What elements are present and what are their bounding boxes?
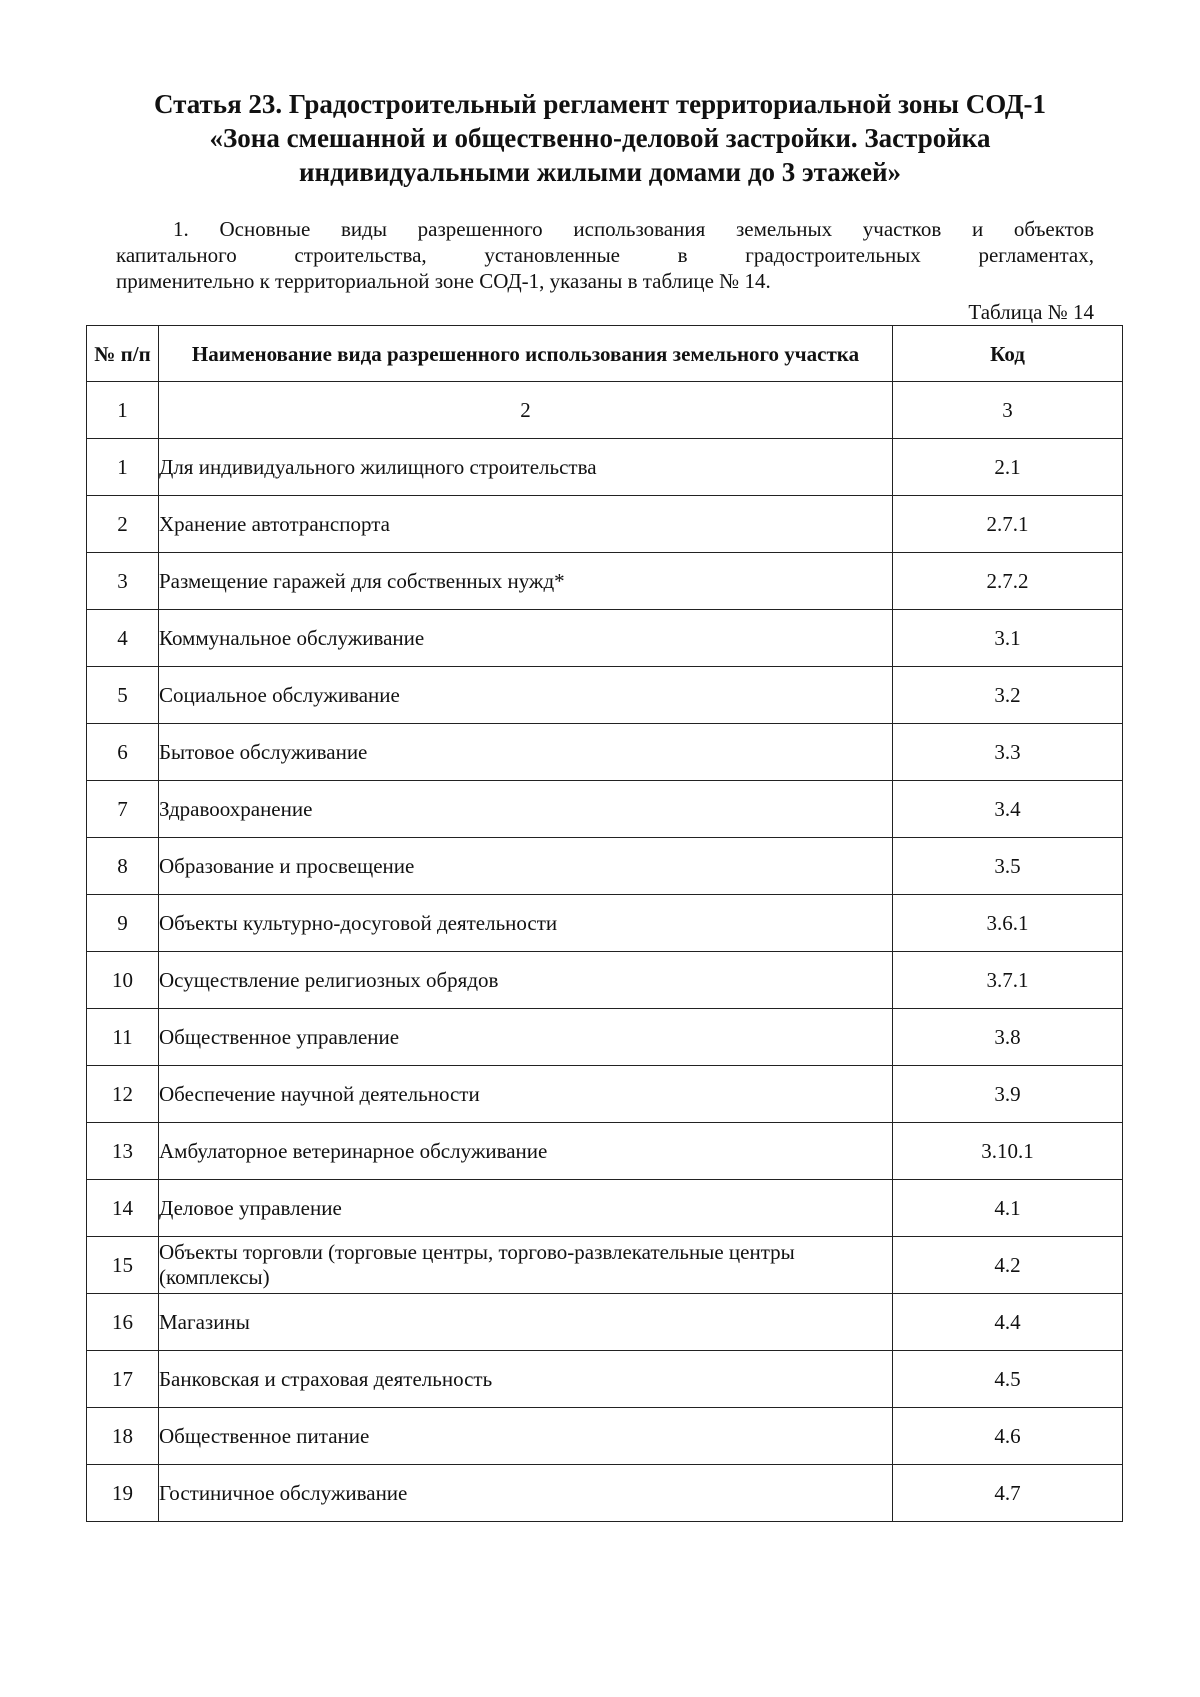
article-title-line: индивидуальными жилыми домами до 3 этажей»: [298, 157, 902, 187]
column-number: 3: [893, 382, 1123, 439]
row-name: Деловое управление: [159, 1180, 893, 1237]
table-row: [87, 1408, 1123, 1465]
intro-paragraph: [116, 216, 1094, 294]
row-number: 10: [87, 952, 159, 1009]
row-name: Магазины: [159, 1294, 893, 1351]
header-code: Код: [893, 326, 1123, 382]
row-name: Общественное управление: [159, 1009, 893, 1066]
table-row: [87, 952, 1123, 1009]
row-code: 4.2: [893, 1237, 1123, 1294]
table-row: [87, 1009, 1123, 1066]
table-row: [87, 1465, 1123, 1522]
row-name: Здравоохранение: [159, 781, 893, 838]
table-header-row: [87, 326, 1123, 382]
table-row: [87, 610, 1123, 667]
row-number: 3: [87, 553, 159, 610]
row-number: 17: [87, 1351, 159, 1408]
column-number: 2: [159, 382, 893, 439]
row-number: 1: [87, 439, 159, 496]
row-name: Общественное питание: [159, 1408, 893, 1465]
row-name: Для индивидуального жилищного строительства: [159, 439, 893, 496]
row-number: 18: [87, 1408, 159, 1465]
table-row: [87, 439, 1123, 496]
header-name: Наименование вида разрешенного использования земельного участка: [159, 326, 893, 382]
row-number: 7: [87, 781, 159, 838]
row-name: Образование и просвещение: [159, 838, 893, 895]
land-use-table: [86, 325, 1123, 1522]
row-code: 3.8: [893, 1009, 1123, 1066]
row-code: 3.1: [893, 610, 1123, 667]
row-name: Социальное обслуживание: [159, 667, 893, 724]
row-code: 3.5: [893, 838, 1123, 895]
table-row: [87, 838, 1123, 895]
row-name: Размещение гаражей для собственных нужд*: [159, 553, 893, 610]
row-number: 6: [87, 724, 159, 781]
row-code: 3.2: [893, 667, 1123, 724]
row-code: 3.7.1: [893, 952, 1123, 1009]
table-row: [87, 1294, 1123, 1351]
row-number: 2: [87, 496, 159, 553]
row-name: Объекты торговли (торговые центры, торгово-развлекательные центры (комплексы): [159, 1237, 893, 1294]
row-code: 2.1: [893, 439, 1123, 496]
row-name: Бытовое обслуживание: [159, 724, 893, 781]
article-title: [100, 87, 1100, 189]
table-row: [87, 667, 1123, 724]
row-name: Осуществление религиозных обрядов: [159, 952, 893, 1009]
row-number: 15: [87, 1237, 159, 1294]
row-number: 16: [87, 1294, 159, 1351]
row-number: 4: [87, 610, 159, 667]
row-code: 2.7.1: [893, 496, 1123, 553]
row-code: 4.1: [893, 1180, 1123, 1237]
row-number: 12: [87, 1066, 159, 1123]
row-code: 4.7: [893, 1465, 1123, 1522]
row-number: 11: [87, 1009, 159, 1066]
row-number: 8: [87, 838, 159, 895]
row-name: Обеспечение научной деятельности: [159, 1066, 893, 1123]
column-number-row: [87, 382, 1123, 439]
column-number: 1: [87, 382, 159, 439]
row-number: 9: [87, 895, 159, 952]
table-row: [87, 781, 1123, 838]
row-code: 4.5: [893, 1351, 1123, 1408]
table-row: [87, 1066, 1123, 1123]
row-code: 3.4: [893, 781, 1123, 838]
row-code: 4.6: [893, 1408, 1123, 1465]
article-title-line: «Зона смешанной и общественно-деловой застройки. Застройка: [209, 123, 991, 153]
table-row: [87, 496, 1123, 553]
table-row: [87, 895, 1123, 952]
table-row: [87, 553, 1123, 610]
table-row: [87, 724, 1123, 781]
table-body: [87, 439, 1123, 1522]
intro-line: капитального строительства, установленные в градостроительных регламентах,: [116, 243, 1094, 267]
row-code: 3.9: [893, 1066, 1123, 1123]
row-number: 14: [87, 1180, 159, 1237]
row-number: 5: [87, 667, 159, 724]
row-name: Амбулаторное ветеринарное обслуживание: [159, 1123, 893, 1180]
table-row: [87, 1180, 1123, 1237]
row-number: 19: [87, 1465, 159, 1522]
table-row: [87, 1351, 1123, 1408]
intro-line: применительно к территориальной зоне СОД-1, указаны в таблице № 14.: [116, 269, 771, 293]
row-number: 13: [87, 1123, 159, 1180]
row-code: 3.10.1: [893, 1123, 1123, 1180]
table-row: [87, 1123, 1123, 1180]
row-code: 2.7.2: [893, 553, 1123, 610]
table-row: [87, 1237, 1123, 1294]
row-name: Банковская и страховая деятельность: [159, 1351, 893, 1408]
row-name: Коммунальное обслуживание: [159, 610, 893, 667]
table-caption: Таблица № 14: [968, 300, 1094, 324]
row-name: Объекты культурно-досуговой деятельности: [159, 895, 893, 952]
row-code: 3.6.1: [893, 895, 1123, 952]
intro-line: 1. Основные виды разрешенного использования земельных участков и объектов: [173, 217, 1094, 241]
row-code: 3.3: [893, 724, 1123, 781]
header-num: № п/п: [87, 326, 159, 382]
row-code: 4.4: [893, 1294, 1123, 1351]
article-title-line: Статья 23. Градостроительный регламент территориальной зоны СОД-1: [154, 89, 1046, 119]
row-name: Хранение автотранспорта: [159, 496, 893, 553]
row-name: Гостиничное обслуживание: [159, 1465, 893, 1522]
